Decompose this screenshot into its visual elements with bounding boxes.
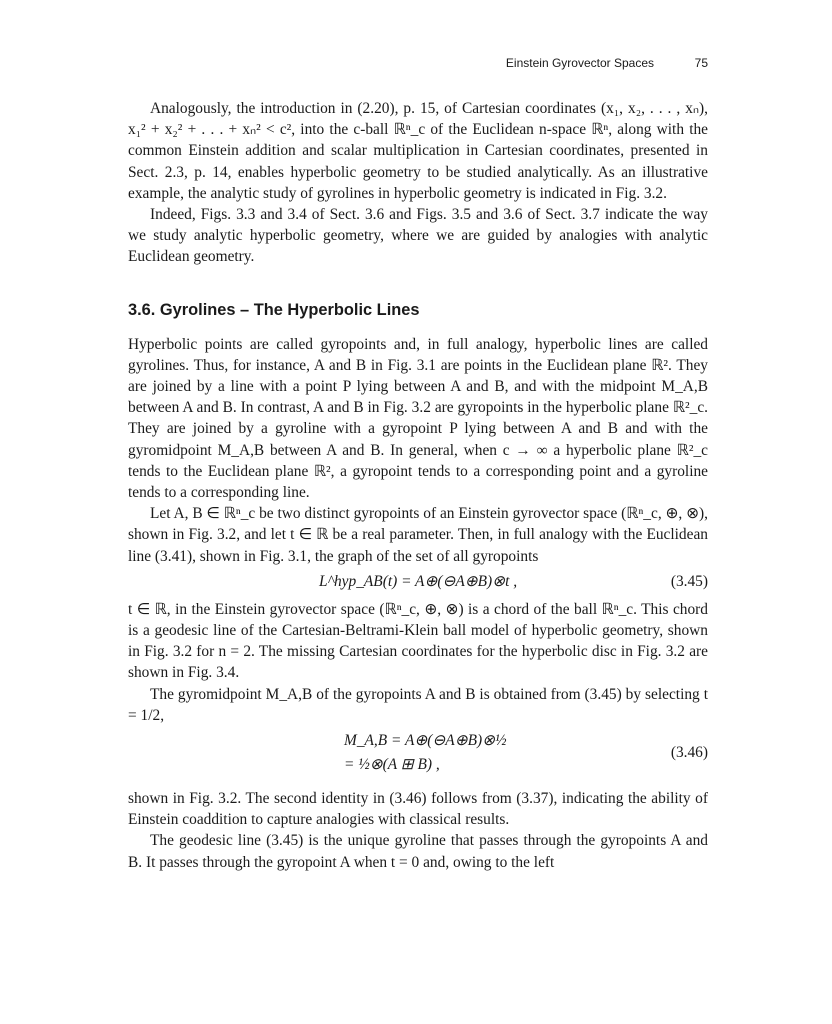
section-paragraph-6: The geodesic line (3.45) is the unique gyroline that passes through the gyropoints A and B. It passes through the gyropoint A when t = 0 and, owing to the left bbox=[128, 832, 708, 871]
equation-3-46-line-1: M_A,B = A⊕(⊖A⊕B)⊗½ bbox=[344, 732, 507, 750]
section-paragraph-1: Hyperbolic points are called gyropoints and, in full analogy, hyperbolic lines are called gyrolines. Thus, for instance, A and B in Fig. 3.1 are points in the Euclidean plane ℝ². They are joined by a line with a point P lying between A and B, and with the midpoint M_A,B between A and B. In contrast, A and B in Fig. 3.2 are gyropoints in the hyperbolic plane ℝ²_c. They are joined by a gyroline with a gyropoint P lying between A and B and with the gyromidpoint M_A,B between A and B. In general, when c → ∞ a hyperbolic plane ℝ²_c tends to the Euclidean plane ℝ², a gyropoint tends to a corresponding point and a gyroline tends to a corresponding line. bbox=[128, 335, 708, 502]
section-paragraph-3: t ∈ ℝ, in the Einstein gyrovector space (ℝⁿ_c, ⊕, ⊗) is a chord of the ball ℝⁿ_c. This chord is a geodesic line of the Cartesian-Beltrami-Klein ball model of hyperbolic geometry, shown in Fig. 3.2 for n = 2. The missing Cartesian coordinates for the hyperbolic disc in Fig. 3.2 are shown in Fig. 3.4. bbox=[128, 600, 708, 682]
equation-3-45 bbox=[128, 571, 708, 593]
section-paragraph-5: shown in Fig. 3.2. The second identity in (3.46) follows from (3.37), indicating the ability of Einstein coaddition to capture analogies with classical results. bbox=[128, 790, 708, 829]
running-header bbox=[128, 54, 708, 72]
section-paragraph-4: The gyromidpoint M_A,B of the gyropoints A and B is obtained from (3.45) by selecting t = 1/2, bbox=[128, 685, 708, 724]
equation-3-46 bbox=[128, 730, 708, 780]
equation-3-46-number: (3.46) bbox=[670, 744, 708, 762]
running-head: Einstein Gyrovector Spaces bbox=[505, 56, 654, 70]
equation-3-46-line-2: = ½⊗(A ⊞ B) , bbox=[344, 756, 440, 774]
section-paragraph-2: Let A, B ∈ ℝⁿ_c be two distinct gyropoints of an Einstein gyrovector space (ℝⁿ_c, ⊕, ⊗), shown in Fig. 3.2, and let t ∈ ℝ be a real parameter. Then, in full analogy with the Euclidean line (3.41), shown in Fig. 3.1, the graph of the set of all gyropoints bbox=[128, 505, 708, 565]
equation-3-45-number: (3.45) bbox=[670, 572, 708, 590]
page-number: 75 bbox=[694, 56, 708, 70]
section-heading: 3.6. Gyrolines – The Hyperbolic Lines bbox=[128, 300, 420, 319]
paragraph-1: Analogously, the introduction in (2.20), p. 15, of Cartesian coordinates (x₁, x₂, . . . , xₙ), x₁² + x₂² + . . . + xₙ² < c², into the c-ball ℝⁿ_c of the Euclidean n-space ℝⁿ, along with the common Einstein addition and scalar multiplication in Cartesian coordinates, presented in Sect. 2.3, p. 14, enables hyperbolic geometry to be studied analytically. As an illustrative example, the analytic study of gyrolines in hyperbolic geometry is indicated in Fig. 3.2. bbox=[128, 100, 708, 202]
paragraph-2: Indeed, Figs. 3.3 and 3.4 of Sect. 3.6 and Figs. 3.5 and 3.6 of Sect. 3.7 indicate the way we study analytic hyperbolic geometry, where we are guided by analogies with analytic Euclidean geometry. bbox=[128, 206, 708, 266]
page-body bbox=[128, 98, 708, 873]
equation-3-45-body: L^hyp_AB(t) = A⊕(⊖A⊕B)⊗t , bbox=[318, 572, 518, 590]
